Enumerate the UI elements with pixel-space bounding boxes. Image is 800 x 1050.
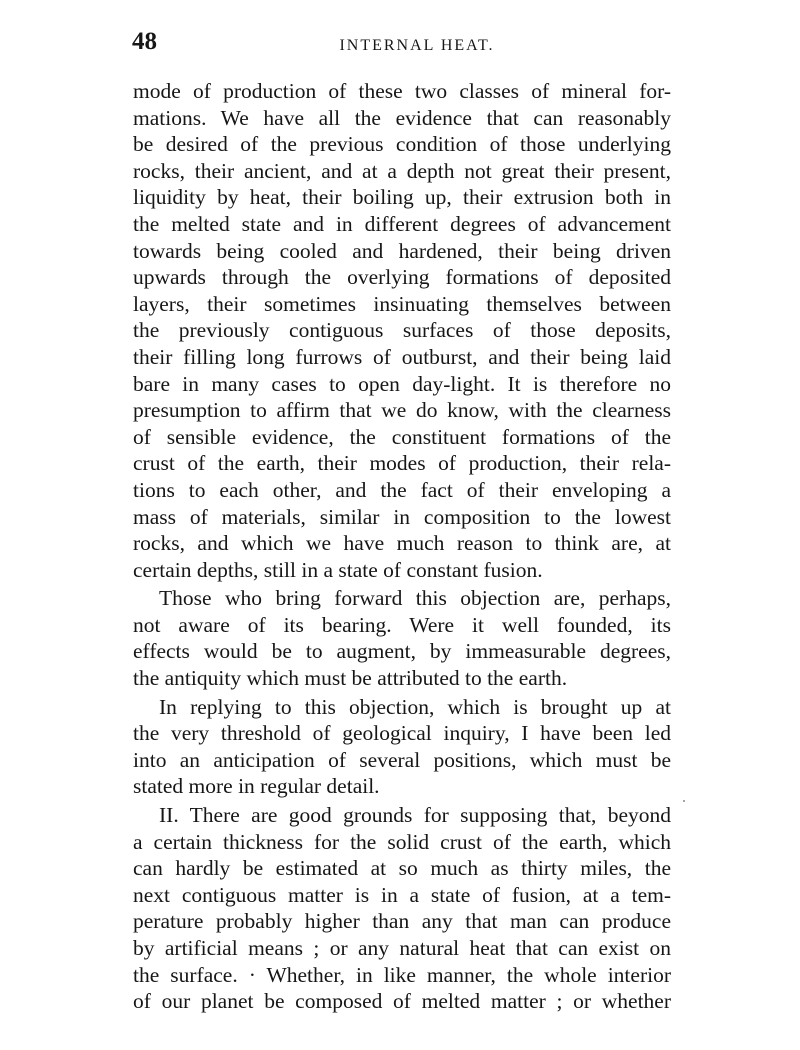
text-line: of our planet be composed of melted matter ; or whether (133, 989, 671, 1014)
text-line: crust of the earth, their modes of production, their rela- (133, 451, 671, 476)
text-line: a certain thickness for the solid crust of the earth, which (133, 829, 671, 854)
text-line: can hardly be estimated at so much as thirty miles, the (133, 856, 671, 881)
text-line: the very threshold of geological inquiry, I have been led (133, 721, 671, 746)
text-line: effects would be to augment, by immeasurable degrees, (133, 639, 671, 664)
paragraph-3 (133, 694, 671, 800)
text-line: layers, their sometimes insinuating themselves between (133, 291, 671, 316)
text-line: be desired of the previous condition of those underlying (133, 132, 671, 157)
text-line: upwards through the overlying formations of deposited (133, 265, 671, 290)
running-head (132, 28, 672, 62)
text-line: not aware of its bearing. Were it well founded, its (133, 612, 671, 637)
text-line: liquidity by heat, their boiling up, their extrusion both in (133, 185, 671, 210)
text-line: of sensible evidence, the constituent formations of the (133, 424, 671, 449)
text-line: the previously contiguous surfaces of those deposits, (133, 318, 671, 343)
text-line: rocks, their ancient, and at a depth not great their present, (133, 158, 671, 183)
text-line: certain depths, still in a state of constant fusion. (133, 557, 543, 582)
text-line: into an anticipation of several positions, which must be (133, 747, 671, 772)
text-line: rocks, and which we have much reason to think are, at (133, 531, 671, 556)
text-line: mode of production of these two classes of mineral for- (133, 79, 671, 103)
text-line: stated more in regular detail. (133, 774, 380, 799)
paragraph-4 (133, 802, 671, 1015)
text-line: mass of materials, similar in composition to the lowest (133, 504, 671, 529)
text-line: Those who bring forward this objection are, perhaps, (159, 586, 671, 611)
text-line: their filling long furrows of outburst, and their being laid (133, 344, 671, 369)
text-line: next contiguous matter is in a state of fusion, at a tem- (133, 882, 671, 907)
text-line: presumption to affirm that we do know, with the clearness (133, 398, 671, 423)
text-line: by artificial means ; or any natural heat that can exist on (133, 936, 671, 960)
paragraph-2 (133, 585, 671, 691)
body-text (133, 78, 671, 1015)
text-line: bare in many cases to open day-light. It is therefore no (133, 371, 671, 396)
paper-speck (683, 800, 685, 802)
text-line: the melted state and in different degrees of advancement (133, 211, 671, 236)
text-line: the surface. · Whether, in like manner, the whole interior (133, 962, 671, 987)
text-line: II. There are good grounds for supposing that, beyond (159, 803, 671, 828)
text-line: perature probably higher than any that man can produce (133, 909, 671, 934)
text-line: towards being cooled and hardened, their being driven (133, 238, 671, 263)
text-line: tions to each other, and the fact of their enveloping a (133, 477, 671, 502)
paragraph-1 (133, 78, 671, 583)
text-line: the antiquity which must be attributed to the earth. (133, 666, 568, 691)
text-line: mations. We have all the evidence that can reasonably (133, 105, 671, 130)
page-number: 48 (132, 28, 157, 55)
running-title: INTERNAL HEAT. (339, 37, 495, 54)
text-line: In replying to this objection, which is brought up at (159, 694, 671, 719)
